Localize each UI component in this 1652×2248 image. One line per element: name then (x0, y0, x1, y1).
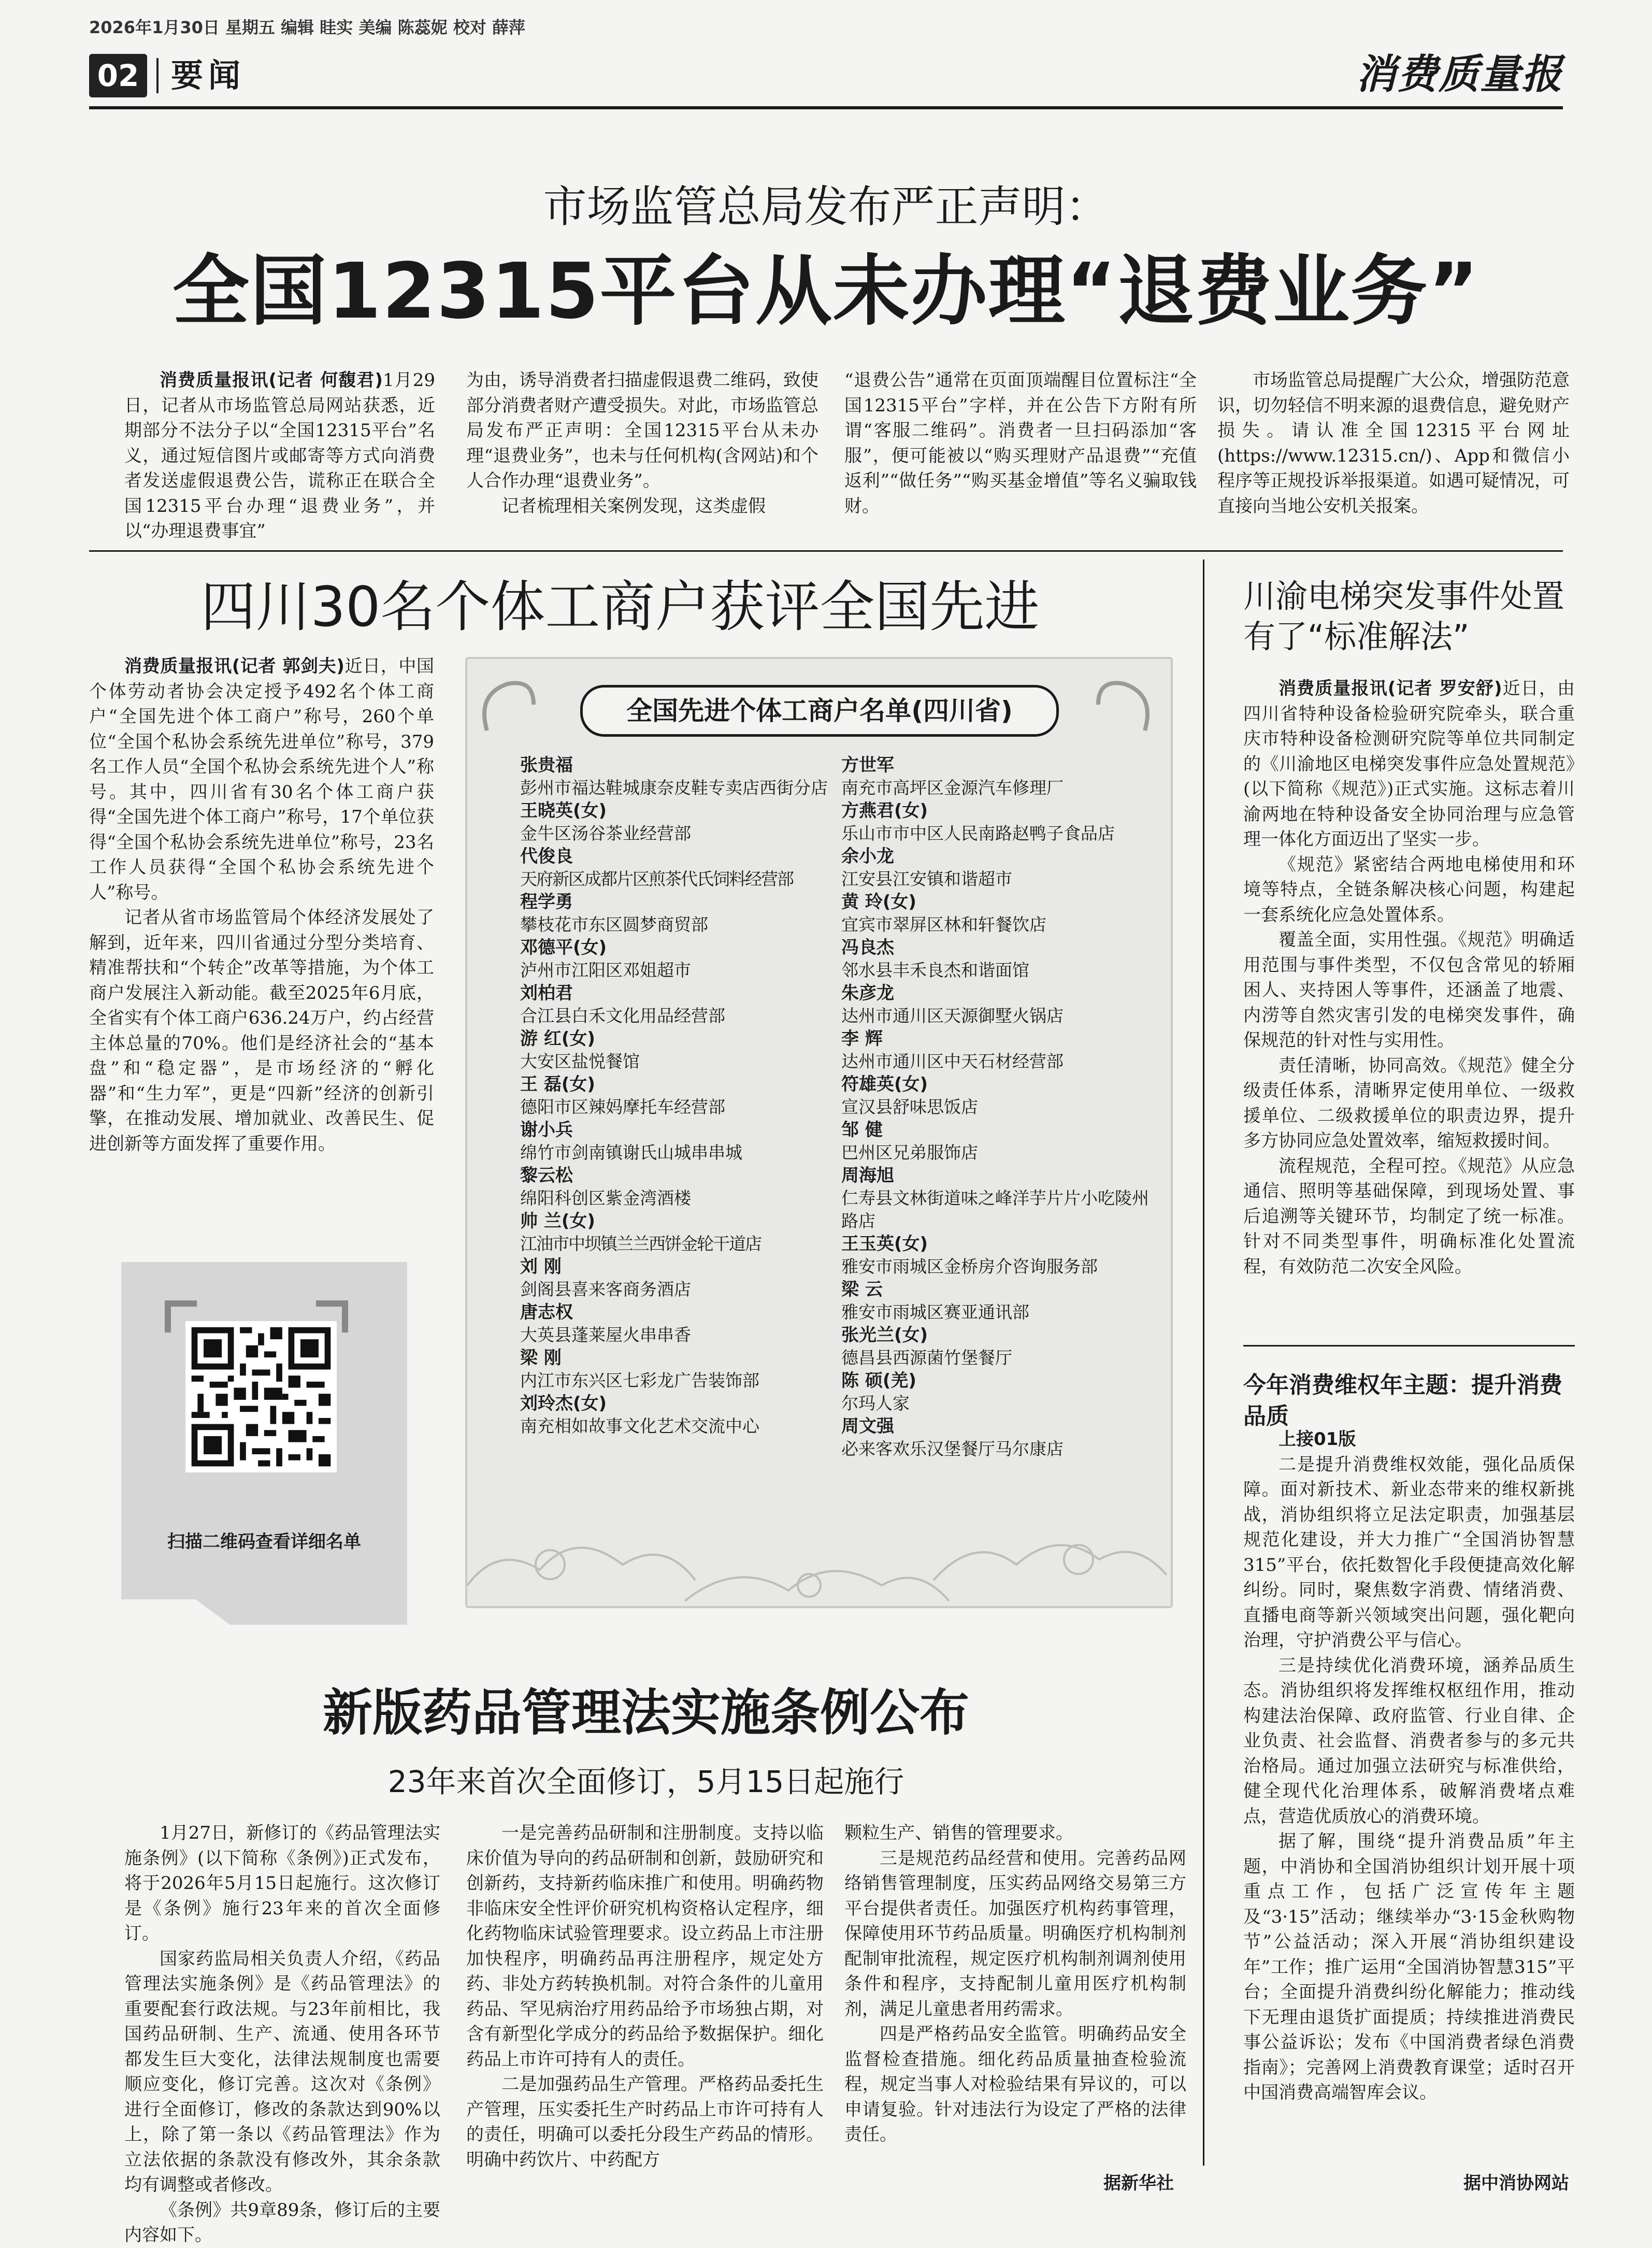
list-entry: 陈 硕(羌) 尔玛人家 (841, 1370, 916, 1413)
list-entry: 王 磊(女) 德阳市区辣妈摩托车经营部 (520, 1074, 725, 1117)
list-entry: 帅 兰(女) 江油市中坝镇兰兰西饼金轮干道店 (520, 1211, 761, 1254)
header-rule (89, 106, 1563, 109)
qr-code-icon[interactable] (185, 1321, 337, 1472)
article4-jump: 上接01版 (1278, 1429, 1356, 1450)
article5-col3: 颗粒生产、销售的管理要求。 三是规范药品经营和使用。完善药品网络销售管理制度，压实药品网络交易第三方平台提供者责任。加强医疗机构药事管理，保障使用环节药品质量。明确医疗机构制剂配制审批流程，规定医疗机构制剂调剂使用条件和程序，支持配制儿童用医疗机构制剂，满足儿童患者用药需求。 四是严格药品安全监管。明确药品安全监督检查措施。细化药品质量抽查检验流程，规定当事人对检验结果有异议的，可以申请复验。针对违法行为设定了严格的法律责任。 (844, 1823, 1186, 2145)
list-entry: 程学勇 攀枝花市东区圆梦商贸部 (520, 892, 708, 935)
article5-col2: 一是完善药品研制和注册制度。支持以临床价值为导向的药品研制和创新，鼓励研究和创新药，支持新药临床推广和使用。明确药物非临床安全性评价研究机构资格认定程序，细化药物临床试验管理要求。设立药品上市注册加快程序，明确药品再注册程序，规定处方药、非处方药转换机制。对符合条件的儿童用药品、罕见病治疗用药品给予市场独占期，对含有新型化学成分的药品给予数据保护。细化药品上市许可持有人的责任。 二是加强药品生产管理。严格药品委托生产管理，压实委托生产时药品上市许可持有人的责任，明确可以委托分段生产药品的情形。明确中药饮片、中药配方 (466, 1823, 824, 2170)
list-entry: 方世军 南充市高坪区金源汽车修理厂 (841, 755, 1064, 798)
list-entry: 唐志权 大英县蓬莱屋火串串香 (520, 1302, 691, 1345)
qr-caption: 扫描二维码查看详细名单 (167, 1531, 361, 1552)
list-entry: 周文强 必来客欢乐汉堡餐厅马尔康店 (841, 1416, 1064, 1459)
list-entry: 冯良杰 邻水县丰禾良杰和谐面馆 (841, 937, 1029, 980)
article5-source: 据新华社 (1103, 2173, 1174, 2194)
list-entry: 朱彦龙 达州市通川区天源御墅火锅店 (841, 983, 1064, 1026)
list-title: 全国先进个体工商户名单(四川省) (580, 685, 1059, 737)
list-entry: 刘玲杰(女) 南充相如故事文化艺术交流中心 (520, 1393, 759, 1436)
list-entry: 王晓英(女) 金牛区汤谷茶业经营部 (520, 800, 691, 843)
article2-byline: 消费质量报讯(记者 郭剑夫) (124, 656, 344, 677)
article5-col1: 1月27日，新修订的《药品管理法实施条例》(以下简称《条例》)正式发布，将于2026年5月15日起施行。这次修订是《条例》施行23年来的首次全面修订。 国家药监局相关负责人介绍，《药品管理法实施条例》是《药品管理法》的重要配套行政法规。与23年前相比，我国药品研制、生产、流通、使用各环节都发生巨大变化，法律法规制度也需要顺应变化，修订完善。这次对《条例》进行全面修订，修改的条款达到90%以上，除了第一条以《药品管理法》作为立法依据的条款没有修改外，其余条款均有调整或者修改。 《条例》共9章89条，修订后的主要内容如下。 (124, 1823, 440, 2245)
section-label: 要闻 (171, 56, 246, 94)
list-entry: 梁 云 雅安市雨城区赛亚通讯部 (841, 1279, 1029, 1322)
cloud-decoration-icon (467, 1482, 1167, 1602)
article1-kicker: 市场监管总局发布严正声明： (543, 181, 1109, 232)
list-entry: 谢小兵 绵竹市剑南镇谢氏山城串串城 (520, 1120, 742, 1163)
article5-title: 新版药品管理法实施条例公布 (323, 1684, 969, 1742)
list-entry: 代俊良 天府新区成都片区煎茶代氏饲料经营部 (520, 846, 793, 889)
article1-col1: 消费质量报讯(记者 何馥君)1月29日，记者从市场监管总局网站获悉，近期部分不法分子以“全国12315平台”名义，通过短信图片或邮寄等方式向消费者发送虚假退费公告，谎称正在联合全国12315平台办理“退费业务”，并以“办理退费事宜” (124, 370, 435, 541)
list-entry: 周海旭 仁寿县文林街道味之峰洋芋片片小吃陵州路店 (841, 1165, 1149, 1231)
article3-rule (1243, 1345, 1575, 1347)
article1-rule (89, 550, 1563, 552)
list-entry: 张贵福 彭州市福达鞋城康奈皮鞋专卖店西街分店 (520, 755, 828, 798)
scroll-left-icon (477, 674, 539, 736)
page-number: 02 (89, 54, 147, 97)
article3-body: 消费质量报讯(记者 罗安舒)近日，由四川省特种设备检验研究院牵头，联合重庆市特种设备检测研究院等单位共同制定的《川渝地区电梯突发事件应急处置规范》(以下简称《规范》)正式实施。这标志着川渝两地在特种设备安全协同治理与应急管理一体化方面迈出了坚实一步。 《规范》紧密结合两地电梯使用和环境等特点，全链条解决核心问题，构建起一套系统化应急处置体系。 覆盖全面，实用性强。《规范》明确适用范围与事件类型，不仅包含常见的轿厢困人、夹持困人等事件，还涵盖了地震、内涝等自然灾害引发的电梯突发事件，确保规范的针对性与实用性。 责任清晰，协同高效。《规范》健全分级责任体系，清晰界定使用单位、一级救援单位、二级救援单位的职责边界，提升多方协同应急处置效率，缩短救援时间。 流程规范，全程可控。《规范》从应急通信、照明等基础保障，到现场处置、事后追溯等关键环节，均制定了统一标准。针对不同类型事件，明确标准化处置流程，有效防范二次安全风险。 (1243, 678, 1575, 1277)
article4-title: 今年消费维权年主题：提升消费品质 (1243, 1372, 1562, 1429)
list-entry: 张光兰(女) 德昌县西源菌竹堡餐厅 (841, 1325, 1012, 1368)
list-entry: 黎云松 绵阳科创区紫金湾酒楼 (520, 1165, 691, 1208)
list-entry: 黄 玲(女) 宜宾市翠屏区林和轩餐饮店 (841, 892, 1046, 935)
list-right-column (841, 754, 1162, 1461)
list-entry: 王玉英(女) 雅安市雨城区金桥房介咨询服务部 (841, 1234, 1098, 1277)
list-entry: 刘柏君 合江县白禾文化用品经营部 (520, 983, 725, 1026)
article5-subtitle: 23年来首次全面修订，5月15日起施行 (387, 1764, 904, 1799)
article3-title: 川渝电梯突发事件处置有了“标准解法” (1243, 577, 1565, 655)
list-entry: 刘 刚 剑阁县喜来客商务酒店 (520, 1256, 691, 1299)
masthead: 消费质量报 (1355, 51, 1563, 98)
list-left-column (520, 754, 841, 1438)
article3-byline: 消费质量报讯(记者 罗安舒) (1278, 678, 1502, 699)
list-entry: 方燕君(女) 乐山市市中区人民南路赵鸭子食品店 (841, 800, 1115, 843)
article1-title: 全国12315平台从未办理“退费业务” (172, 247, 1480, 336)
section-divider (156, 58, 159, 93)
list-entry: 游 红(女) 大安区盐悦餐馆 (520, 1028, 640, 1071)
right-column-rule (1203, 560, 1204, 2166)
article2-body: 消费质量报讯(记者 郭剑夫)近日，中国个体劳动者协会决定授予492名个体工商户“全国先进个体工商户”称号，260个单位“全国个私协会系统先进单位”称号，379名工作人员“全国个私协会系统先进个人”称号。其中，四川省有30名个体工商户获得“全国先进个体工商户”称号，17个单位获得“全国个私协会系统先进单位”称号，23名工作人员获得“全国个私协会系统先进个人”称号。 记者从省市场监管局个体经济发展处了解到，近年来，四川省通过分型分类培育、精准帮扶和“个转企”改革等措施，为个体工商户发展注入新动能。截至2025年6月底，全省实有个体工商户636.24万户，约占经营主体总量的70%。他们是经济社会的“基本盘”和“稳定器”，是市场经济的“孵化器”和“生力军”，更是“四新”经济的创新引擎，在推动发展、增加就业、改善民生、促进创新等方面发挥了重要作用。 (89, 656, 434, 1154)
article1-col2: 为由，诱导消费者扫描虚假退费二维码，致使部分消费者财产遭受损失。对此，市场监管总局发布严正声明：全国12315平台从未办理“退费业务”，也未与任何机构(含网站)和个人合作办理“退费业务”。 记者梳理相关案例发现，这类虚假 (466, 370, 818, 517)
article2-title: 四川30名个体工商户获评全国先进 (200, 575, 1040, 639)
list-entry: 邓德平(女) 泸州市江阳区邓姐超市 (520, 937, 691, 980)
dateline: 2026年1月30日 星期五 编辑 眭实 美编 陈蕊妮 校对 薛萍 (89, 18, 525, 37)
list-entry: 李 辉 达州市通川区中天石材经营部 (841, 1028, 1064, 1071)
article4-source: 据中消协网站 (1463, 2173, 1569, 2194)
article1-col3: “退费公告”通常在页面顶端醒目位置标注“全国12315平台”字样，并在公告下方附有所谓“客服二维码”。消费者一旦扫码添加“客服”，便可能被以“购买理财产品退费”“充值返利”“做任务”“购买基金增值”等名义骗取钱财。 (844, 370, 1197, 517)
article1-byline: 消费质量报讯(记者 何馥君) (160, 370, 383, 391)
list-entry: 邹 健 巴州区兄弟服饰店 (841, 1120, 978, 1163)
list-entry: 梁 刚 内江市东兴区七彩龙广告装饰部 (520, 1348, 759, 1391)
scroll-right-icon (1093, 674, 1155, 736)
article1-col4: 市场监管总局提醒广大公众，增强防范意识，切勿轻信不明来源的退费信息，避免财产损失。请认准全国12315平台网址(https://www.12315.cn/)、App和微信小程序等正规投诉举报渠道。如遇可疑情况，可直接向当地公安机关报案。 (1217, 370, 1570, 517)
list-entry: 余小龙 江安县江安镇和谐超市 (841, 846, 1012, 889)
article4-body: 上接01版 二是提升消费维权效能，强化品质保障。面对新技术、新业态带来的维权新挑战，消协组织将立足法定职责，加强基层规范化建设，并大力推广“全国消协智慧315”平台，依托数智化手段便捷高效化解纠纷。同时，聚焦数字消费、情绪消费、直播电商等新兴领域突出问题，强化靶向治理，守护消费公平与信心。 三是持续优化消费环境，涵养品质生态。消协组织将发挥维权枢纽作用，推动构建法治保障、政府监管、行业自律、企业负责、社会监督、消费者参与的多元共治格局。通过加强立法研究与标准供给，健全现代化治理体系，破解消费堵点难点，营造优质放心的消费环境。 据了解，围绕“提升消费品质”年主题，中消协和全国消协组织计划开展十项重点工作，包括广泛宣传年主题及“3·15”活动；继续举办“3·15金秋购物节”公益活动；深入开展“消协组织建设年”工作；推广运用“全国消协智慧315”平台；全面提升消费纠纷化解能力；推动线下无理由退货扩面提质；持续推进消费民事公益诉讼；发布《中国消费者绿色消费指南》；完善网上消费教育课堂；适时召开中国消费高端智库会议。 (1243, 1427, 1575, 2106)
list-entry: 符雄英(女) 宣汉县舒味思饭店 (841, 1074, 978, 1117)
